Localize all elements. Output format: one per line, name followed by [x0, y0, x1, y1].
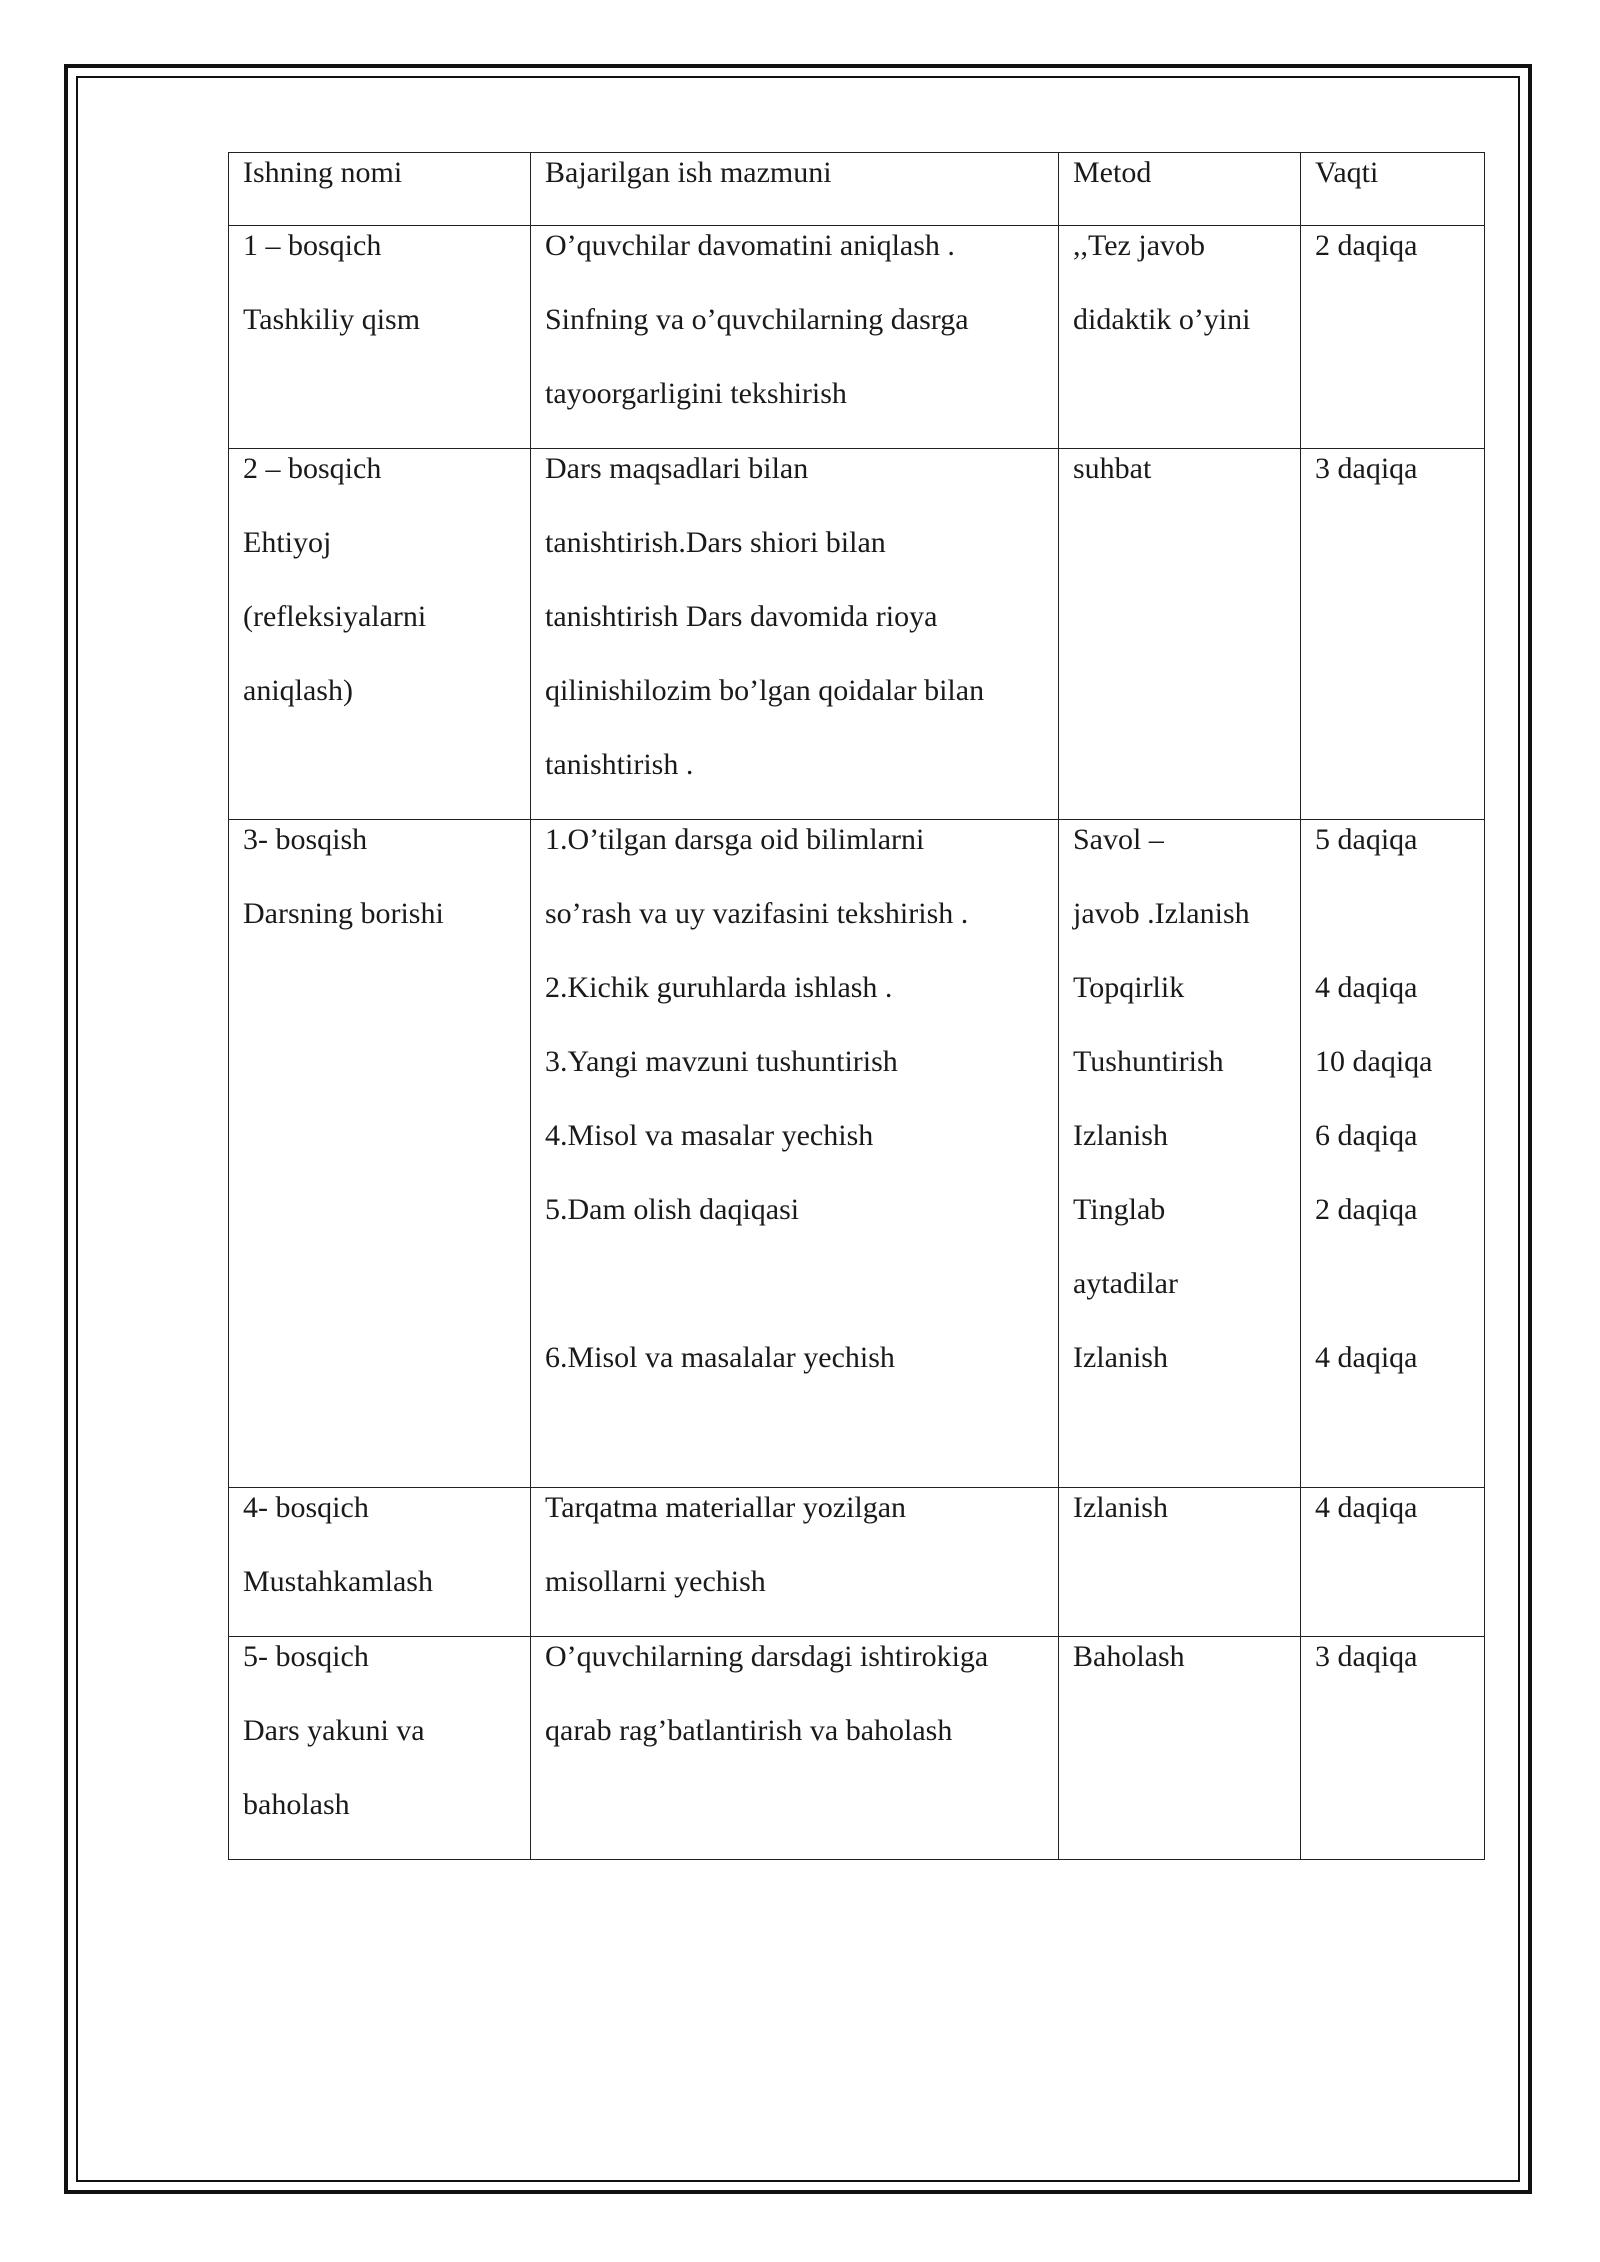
stage-cell: 3- bosqish Darsning borishi — [229, 820, 531, 1488]
table-row — [229, 226, 1485, 449]
content-cell: Dars maqsadlari bilan tanishtirish.Dars shiori bilan tanishtirish Dars davomida rioya qilinishilozim bo’lgan qoidalar bilan tanishtirish . — [531, 449, 1059, 820]
content-cell: O’quvchilarning darsdagi ishtirokiga qarab rag’batlantirish va baholash — [531, 1637, 1059, 1860]
table-row — [229, 1637, 1485, 1860]
header-cell-time: Vaqti — [1301, 153, 1485, 226]
lesson-plan-table — [228, 152, 1485, 1860]
table-row — [229, 449, 1485, 820]
time-cell: 4 daqiqa — [1301, 1488, 1485, 1637]
method-cell: ,,Tez javob didaktik o’yini — [1059, 226, 1301, 449]
table-row — [229, 1488, 1485, 1637]
stage-cell: 4- bosqich Mustahkamlash — [229, 1488, 531, 1637]
time-cell: 5 daqiqa 4 daqiqa 10 daqiqa 6 daqiqa 2 daqiqa 4 daqiqa — [1301, 820, 1485, 1488]
time-cell: 3 daqiqa — [1301, 1637, 1485, 1860]
header-cell-content: Bajarilgan ish mazmuni — [531, 153, 1059, 226]
table-header-row — [229, 153, 1485, 226]
content-cell: 1.O’tilgan darsga oid bilimlarni so’rash va uy vazifasini tekshirish . 2.Kichik guruhlarda ishlash . 3.Yangi mavzuni tushuntirish 4.Misol va masalar yechish 5.Dam olish daqiqasi 6.Misol va masalalar yechish — [531, 820, 1059, 1488]
content-cell: O’quvchilar davomatini aniqlash . Sinfning va o’quvchilarning dasrga tayoorgarligini tekshirish — [531, 226, 1059, 449]
stage-cell: 5- bosqich Dars yakuni va baholash — [229, 1637, 531, 1860]
method-cell: Baholash — [1059, 1637, 1301, 1860]
table-row — [229, 820, 1485, 1488]
header-cell-method: Metod — [1059, 153, 1301, 226]
time-cell: 2 daqiqa — [1301, 226, 1485, 449]
method-cell: Izlanish — [1059, 1488, 1301, 1637]
stage-cell: 1 – bosqich Tashkiliy qism — [229, 226, 531, 449]
content-cell: Tarqatma materiallar yozilgan misollarni yechish — [531, 1488, 1059, 1637]
method-cell: Savol – javob .Izlanish Topqirlik Tushuntirish Izlanish Tinglab aytadilar Izlanish — [1059, 820, 1301, 1488]
method-cell: suhbat — [1059, 449, 1301, 820]
header-cell-work-name: Ishning nomi — [229, 153, 531, 226]
time-cell: 3 daqiqa — [1301, 449, 1485, 820]
stage-cell: 2 – bosqich Ehtiyoj (refleksiyalarni aniqlash) — [229, 449, 531, 820]
